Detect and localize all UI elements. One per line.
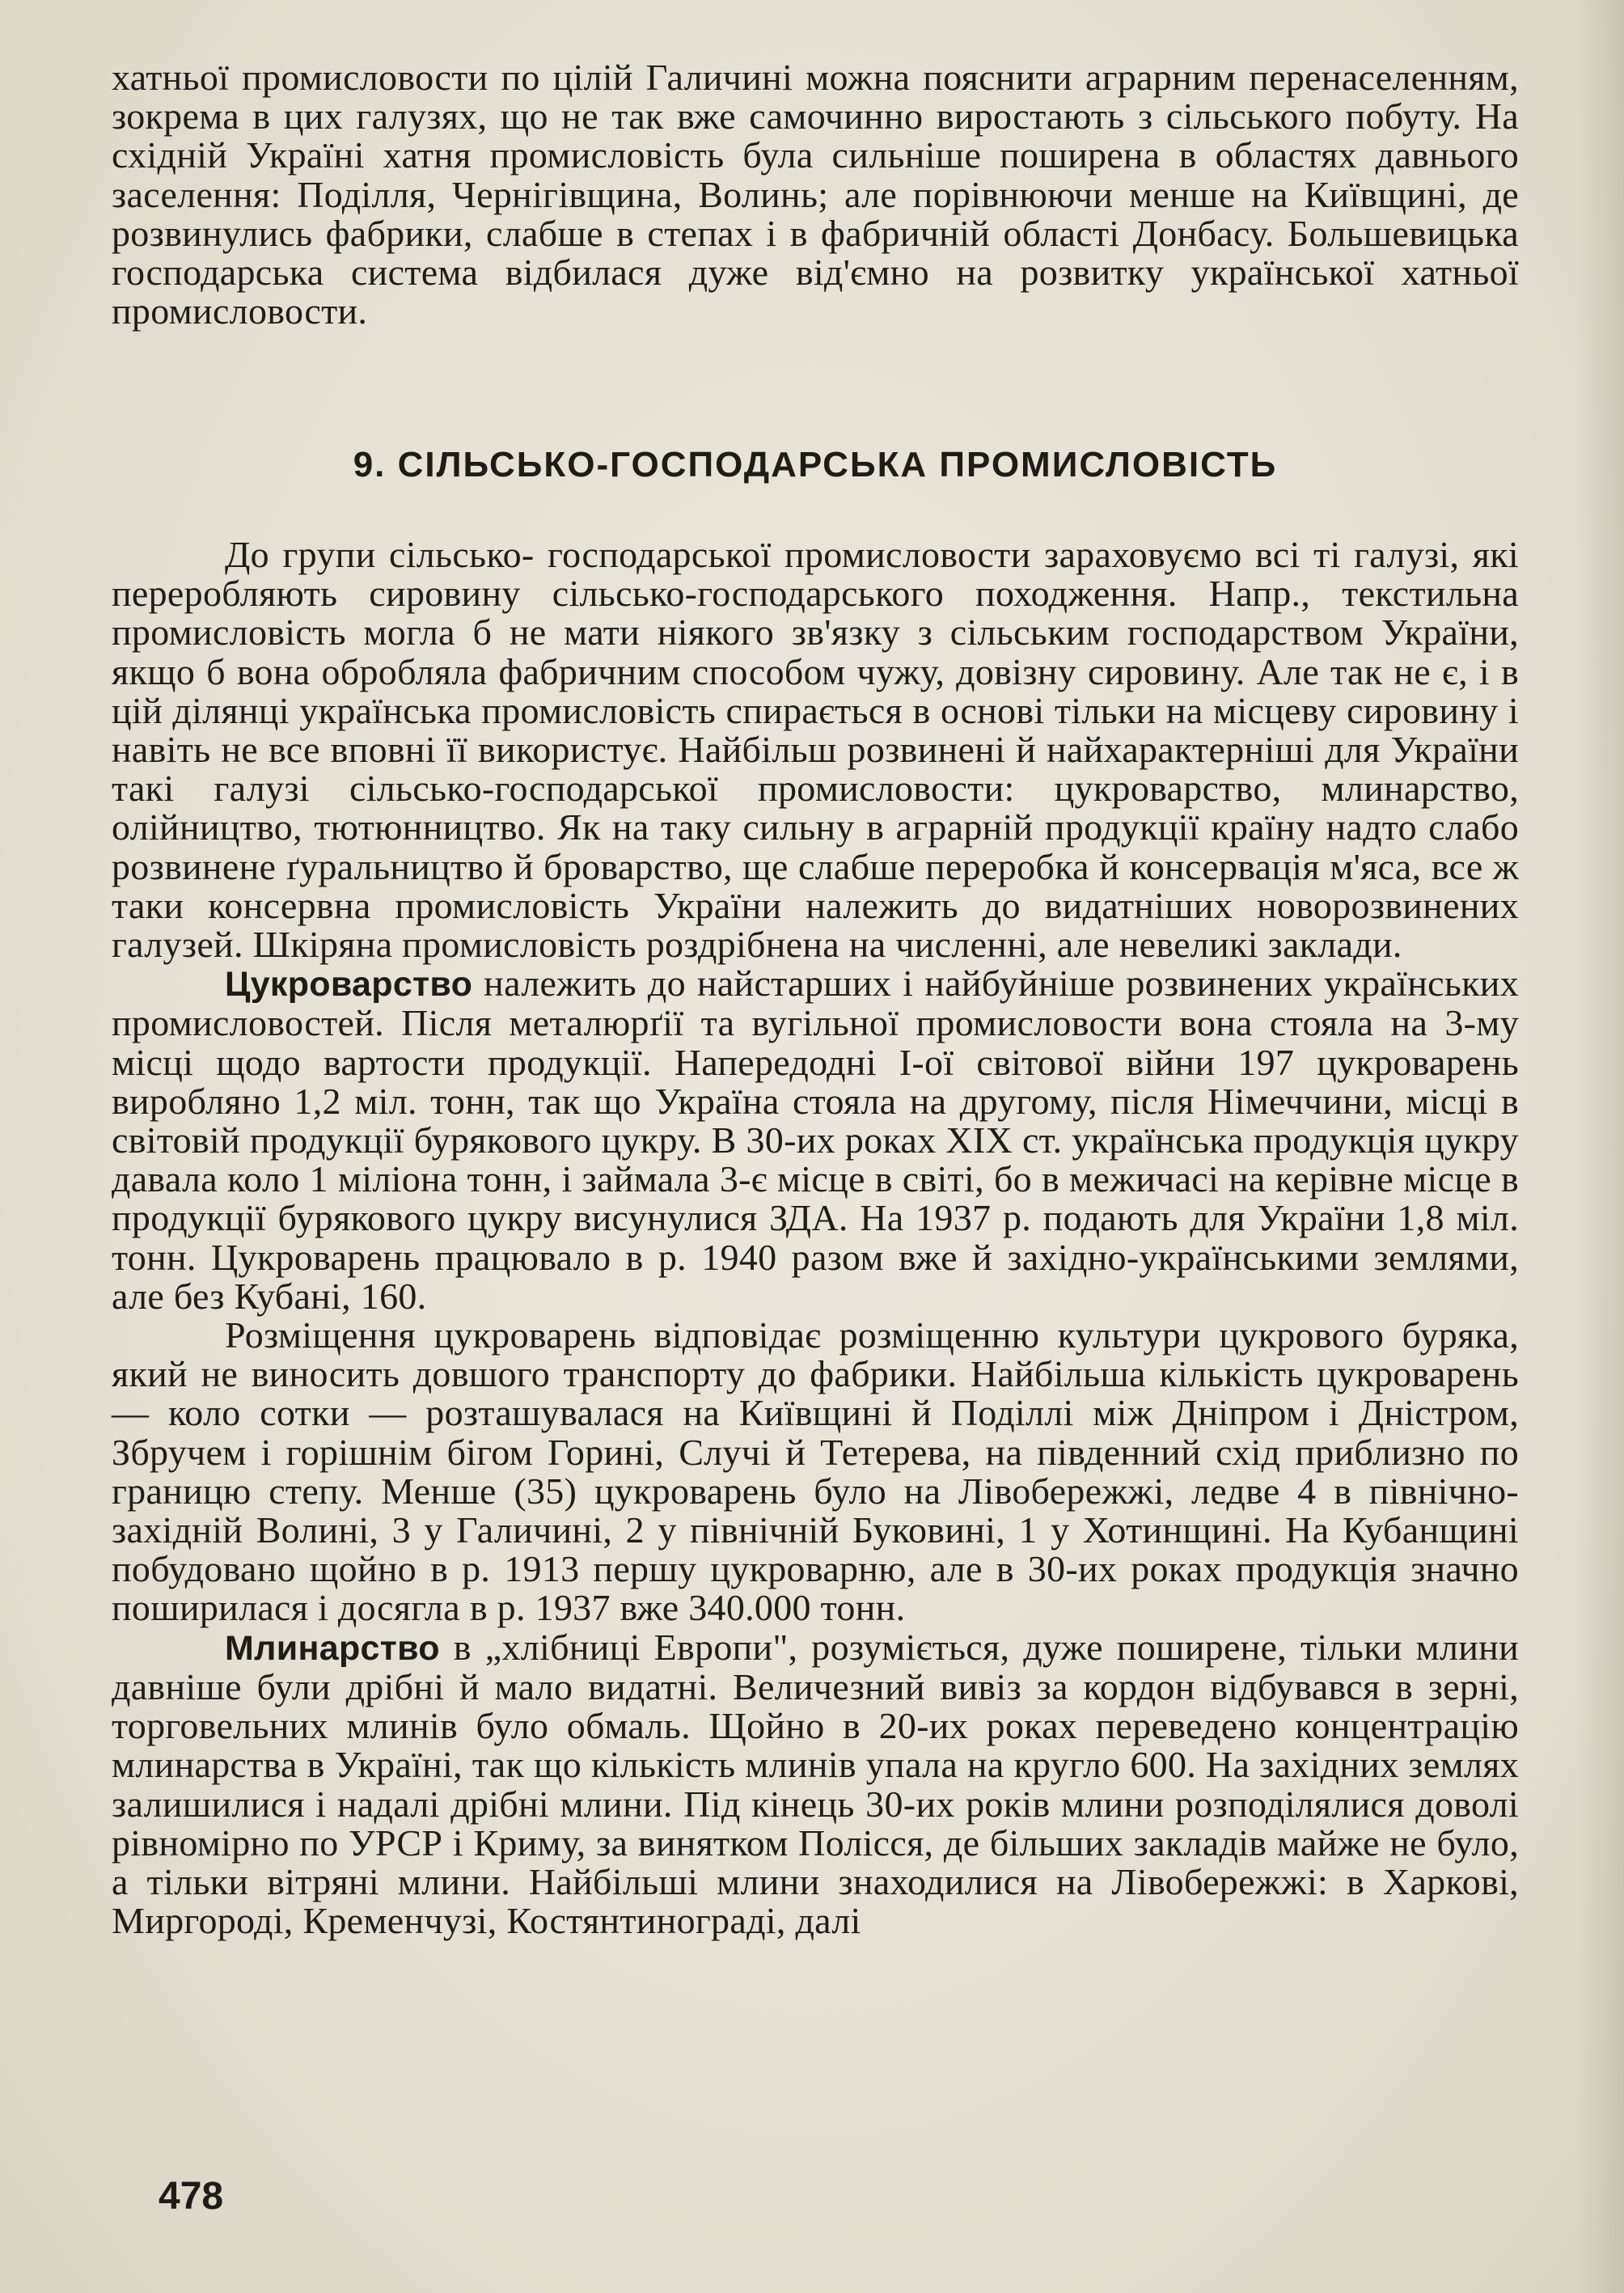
milling-term: Млинарство	[225, 1628, 440, 1668]
text-block-top	[112, 58, 1519, 331]
section-heading: 9. СІЛЬСЬКО-ГОСПОДАРСЬКА ПРОМИСЛОВІСТЬ	[353, 445, 1278, 484]
page-edge-shadow	[1575, 0, 1624, 2293]
top-paragraph: хатньої промисловости по цілій Галичині можна пояснити аграрним перенаселенням, зокрема в цих галузях, що не так вже самочинно виростають з сільського побуту. На східній Україні хатня промисловість була сильніше поширена в областях давнього заселення: Поділля, Чернігівщина, Волинь; але порівнюючи менше на Київщині, де розвинулись фабрики, слабше в степах і в фабричній області Донбасу. Большевицька господарська система відбилася дуже від'ємно на розвитку української хатньої промисловости.	[112, 57, 1519, 332]
sugar-location-paragraph: Розміщення цукроварень відповідає розміщенню культури цукрового буряка, який не виносить довшого транспорту до фабрики. Найбільша кількість цукроварень — коло сотки — розташувалася на Київщині й Поділлі між Дніпром і Дністром, Збручем і горішнім бігом Горині, Случі й Тетерева, на південний схід приблизно по границю степу. Менше (35) цукроварень було на Лівобережжі, ледве 4 в північно-західній Волині, 3 у Галичині, 2 у північній Буковині, 1 у Хотинщині. На Кубанщині побудовано щойно в р. 1913 першу цукроварню, але в 30-их роках продукція значно поширилася і досягла в р. 1937 вже 340.000 тонн.	[112, 1314, 1519, 1629]
sugar-paragraph	[112, 964, 1519, 1316]
sugar-term: Цукроварство	[225, 965, 473, 1005]
text-block-main	[112, 535, 1519, 1940]
page-number: 478	[159, 2175, 224, 2218]
milling-text: в „хлібниці Европи", розуміється, дуже поширене, тільки млини давніше були дрібні й мало видатні. Величезний вивіз за кордон відбувався в зерні, торговельних млинів було обмаль. Щойно в 20-их роках переведено концентрацію млинарства в Україні, так що кількість млинів упала на кругло 600. На західних землях залишилися і надалі дрібні млини. Під кінець 30-их років млини розподілялися доволі рівномірно по УРСР і Криму, за винятком Полісся, де більших закладів майже не було, а тільки вітряні млини. Найбільші млини знаходилися на Лівобережжі: в Харкові, Миргороді, Кременчузі, Костянтинограді, далі	[112, 1626, 1519, 1942]
milling-paragraph	[112, 1628, 1519, 1941]
intro-paragraph: До групи сільсько- господарської промисловости зараховуємо всі ті галузі, які переробляють сировину сільсько-господарського походження. Напр., текстильна промисловість могла б не мати ніякого зв'язку з сільським господарством України, якщо б вона обробляла фабричним способом чужу, довізну сировину. Але так не є, і в цій ділянці українська промисловість спирається в основі тільки на місцеву сировину і навіть не все вповні її використує. Найбільш розвинені й найхарактерніші для України такі галузі сільсько-господарської промисловости: цукроварство, млинарство, олійництво, тютюнництво. Як на таку сильну в аграрній продукції країну надто слабо розвинене ґуральництво й броварство, ще слабше переробка й консервація м'яса, все ж таки консервна промисловість України належить до видатніших новорозвинених галузей. Шкіряна промисловість роздрібнена на численні, але невеликі заклади.	[112, 534, 1519, 966]
sugar-text: належить до найстарших і найбуйніше розвинених українських промисловостей. Після металюрґії та вугільної промисловости вона стояла на 3-му місці щодо вартости продукції. Напередодні І-ої світової війни 197 цукроварень виробляно 1,2 міл. тонн, так що Україна стояла на другому, після Німеччини, місці в світовій продукції бурякового цукру. В 30-их роках ХІХ ст. українська продукція цукру давала коло 1 міліона тонн, і займала 3-є місце в світі, бо в межичасі на керівне місце в продукції бурякового цукру висунулися ЗДА. На 1937 р. подають для України 1,8 міл. тонн. Цукроварень працювало в р. 1940 разом вже й західно-українськими землями, але без Кубані, 160.	[112, 962, 1519, 1317]
